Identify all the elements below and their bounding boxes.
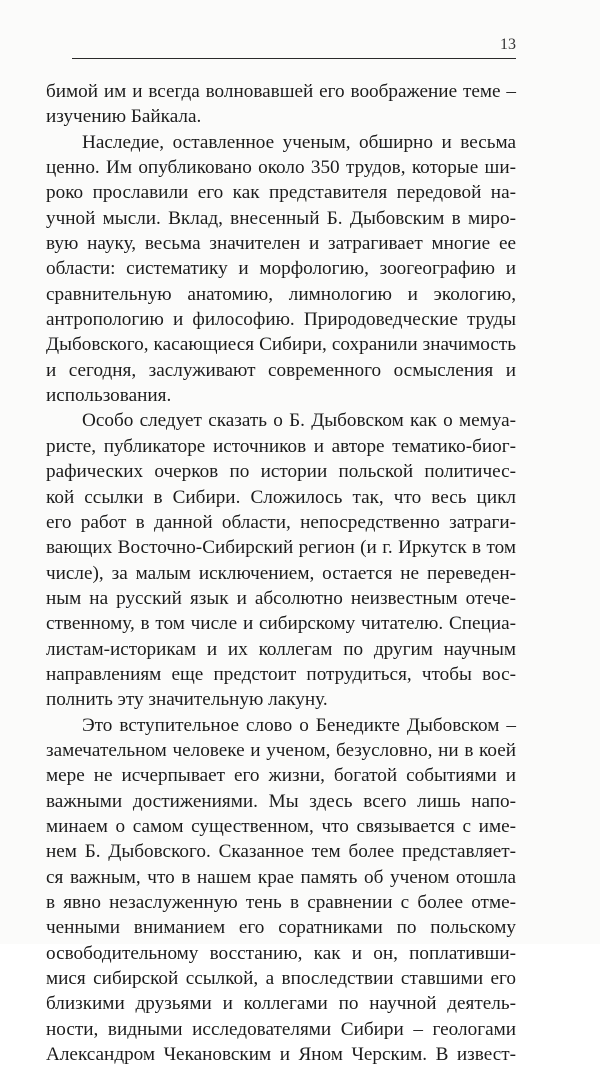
text-line: нем Б. Дыбовского. Сказанное тем более представляет- <box>46 841 516 863</box>
text-line: ности, видными исследователями Сибири – геологами <box>46 1018 516 1040</box>
text-line: направлениям еще предстоит потрудиться, чтобы вос- <box>46 663 516 685</box>
text-line: использования. <box>46 385 172 407</box>
text-line: бимой им и всегда волновавшей его воображение теме – <box>46 81 516 102</box>
text-line: близкими друзьями и коллегами по научной деятель- <box>46 993 516 1015</box>
text-line: изучению Байкала. <box>46 106 202 128</box>
text-line: числе), за малым исключением, остается не переведен- <box>46 562 516 584</box>
text-line: его работ в данной области, непосредственно затраги- <box>46 511 516 533</box>
text-line: ристе, публикаторе источников и авторе тематико-биог- <box>46 435 516 457</box>
text-line: полнить эту значительную лакуну. <box>46 689 328 711</box>
paragraph <box>46 79 516 130</box>
text-line: ценно. Им опубликовано около 350 трудов, которые ши- <box>46 157 516 179</box>
text-line: в явно незаслуженную тень в сравнении с более отме- <box>46 892 516 913</box>
text-line: минаем о самом существенном, что связывается с име- <box>46 815 516 837</box>
text-line: Наследие, оставленное ученым, обширно и весьма <box>82 131 516 153</box>
page-number: 13 <box>500 36 516 53</box>
page-header <box>72 36 516 59</box>
text-line: листам-историкам и их коллегам по другим научным <box>46 638 516 660</box>
text-line: Особо следует сказать о Б. Дыбовском как о мемуа- <box>82 410 516 432</box>
text-line: ся важным, что в нашем крае память об ученом отошла <box>46 866 516 888</box>
text-line: и сегодня, заслуживают современного осмысления и <box>46 359 516 381</box>
text-line: кой ссылки в Сибири. Сложилось так, что весь цикл <box>46 486 516 508</box>
text-line: антропологию и философию. Природоведческие труды <box>46 309 516 331</box>
text-line: мися сибирской ссылкой, а впоследствии ставшими его <box>46 968 516 990</box>
text-line: ственному, в том числе и сибирскому читателю. Специа- <box>46 613 516 635</box>
text-line: сравнительную анатомию, лимнологию и экологию, <box>46 283 516 305</box>
text-line: области: систематику и морфологию, зоогеографию и <box>46 258 516 280</box>
body-text <box>46 79 516 1067</box>
text-line: замечательном человеке и ученом, безусловно, ни в коей <box>46 739 516 761</box>
paragraph <box>46 713 516 1067</box>
text-line: роко прославили его как представителя передовой на- <box>46 182 516 204</box>
paragraph <box>46 130 516 409</box>
text-line: ным на русский язык и абсолютно неизвестным отече- <box>46 587 516 609</box>
text-line: рафических очерков по истории польской политичес- <box>46 461 516 483</box>
text-line: Дыбовского, касающиеся Сибири, сохранили значимость <box>46 334 516 356</box>
paragraph <box>46 408 516 712</box>
text-line: Александром Чекановским и Яном Черским. В извест- <box>46 1044 516 1066</box>
text-line: вую науку, весьма значителен и затрагивает многие ее <box>46 233 516 255</box>
text-line: учной мысли. Вклад, внесенный Б. Дыбовским в миро- <box>46 207 516 229</box>
text-line: мере не исчерпывает его жизни, богатой событиями и <box>46 765 516 787</box>
text-line: ченными вниманием его соратниками по польскому <box>46 917 516 939</box>
text-line: важными достижениями. Мы здесь всего лишь напо- <box>46 790 516 812</box>
text-line: освободительному восстанию, как и он, поплативши- <box>46 942 516 964</box>
text-line: вающих Восточно-Сибирский регион (и г. Иркутск в том <box>46 537 516 559</box>
text-line: Это вступительное слово о Бенедикте Дыбовском – <box>82 714 516 736</box>
